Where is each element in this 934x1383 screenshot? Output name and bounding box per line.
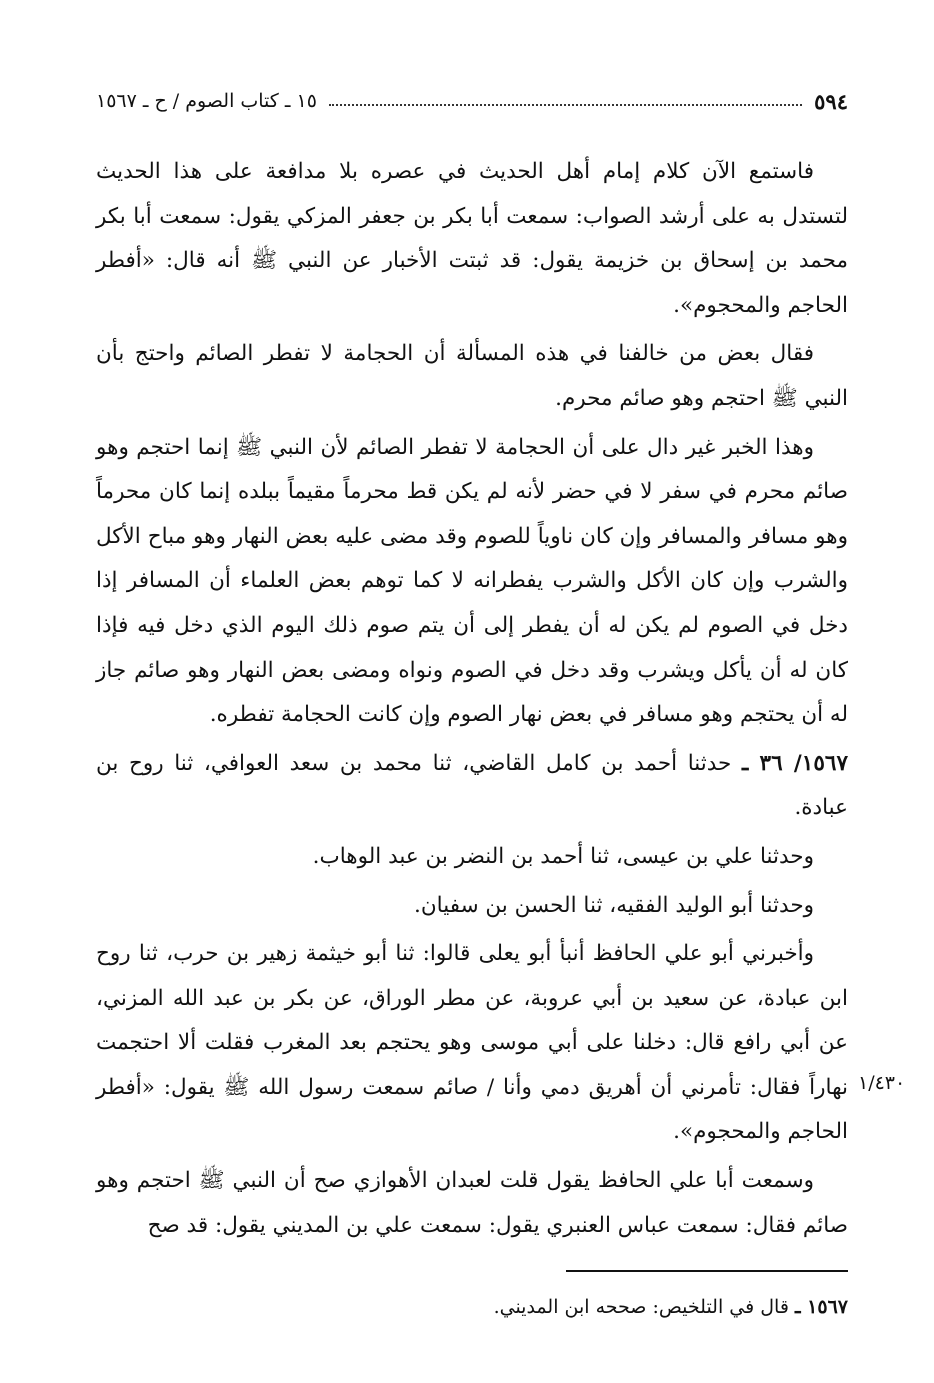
hadith-paragraph <box>96 742 848 831</box>
main-text <box>96 150 848 1252</box>
running-header <box>96 84 848 118</box>
paragraph: فقال بعض من خالفنا في هذه المسألة أن الحجامة لا تفطر الصائم واحتج بأن النبي ﷺ احتجم وهو صائم محرم. <box>96 341 848 411</box>
footnote-number: ١٥٦٧ ـ <box>794 1296 848 1318</box>
footnote <box>96 1292 848 1322</box>
page-number: ٥٩٤ <box>814 88 848 114</box>
margin-reference: ١/٤٣٠ <box>858 1072 906 1094</box>
running-title: ١٥ ـ كتاب الصوم / ح ـ ١٥٦٧ <box>96 90 317 112</box>
paragraph: فاستمع الآن كلام إمام أهل الحديث في عصره بلا مدافعة على هذا الحديث لتستدل به على أرشد الصواب: سمعت أبا بكر بن جعفر المزكي يقول: سمعت أبا بكر محمد بن إسحاق بن خزيمة يقول: قد ثبتت الأخبار عن النبي ﷺ أنه قال: «أفطر الحاجم والمحجوم». <box>96 159 848 318</box>
paragraph: وحدثنا أبو الوليد الفقيه، ثنا الحسن بن سفيان. <box>414 892 814 918</box>
hadith-number: ١٥٦٧/ ٣٦ ـ <box>741 750 848 776</box>
footnote-divider <box>566 1270 848 1272</box>
paragraph: وأخبرني أبو علي الحافظ أنبأ أبو يعلى قالوا: ثنا أبو خيثمة زهير بن حرب، ثنا روح ابن عبادة، عن سعيد بن أبي عروبة، عن مطر الوراق، عن بكر بن عبد الله المزني، عن أبي رافع قال: دخلنا على أبي موسى وهو يحتجم بعد المغرب فقلت ألا احتجمت نهاراً فقال: تأمرني أن أهريق دمي وأنا / صائم سمعت رسول الله ﷺ يقول: «أفطر الحاجم والمحجوم». <box>96 941 848 1145</box>
leader-dots <box>329 92 802 106</box>
hadith-text: حدثنا أحمد بن كامل القاضي، ثنا محمد بن سعد العوافي، ثنا روح بن عبادة. <box>96 750 848 821</box>
paragraph: وحدثنا علي بن عيسى، ثنا أحمد بن النضر بن عبد الوهاب. <box>312 843 814 869</box>
paragraph: وسمعت أبا علي الحافظ يقول قلت لعبدان الأهوازي صح أن النبي ﷺ احتجم وهو صائم فقال: سمعت عباس العنبري يقول: سمعت علي بن المديني يقول: قد صح <box>96 1168 848 1238</box>
paragraph: وهذا الخبر غير دال على أن الحجامة لا تفطر الصائم لأن النبي ﷺ إنما احتجم وهو صائم محرم في سفر لا في حضر لأنه لم يكن قط محرماً مقيماً ببلده إنما كان محرماً وهو مسافر والمسافر وإن كان ناوياً للصوم وقد مضى عليه بعض النهار وهو مباح الأكل والشرب وإن كان الأكل والشرب يفطرانه لا كما توهم بعض العلماء أن المسافر إذا دخل في الصوم لم يكن له أن يفطر إلى أن يتم صوم ذلك اليوم الذي دخل فيه فإذا كان له أن يأكل ويشرب وقد دخل في الصوم ونواه ومضى بعض النهار وهو صائم جاز له أن يحتجم وهو مسافر في بعض نهار الصوم وإن كانت الحجامة تفطره. <box>96 434 848 728</box>
footnote-text: قال في التلخيص: صححه ابن المديني. <box>493 1296 789 1318</box>
